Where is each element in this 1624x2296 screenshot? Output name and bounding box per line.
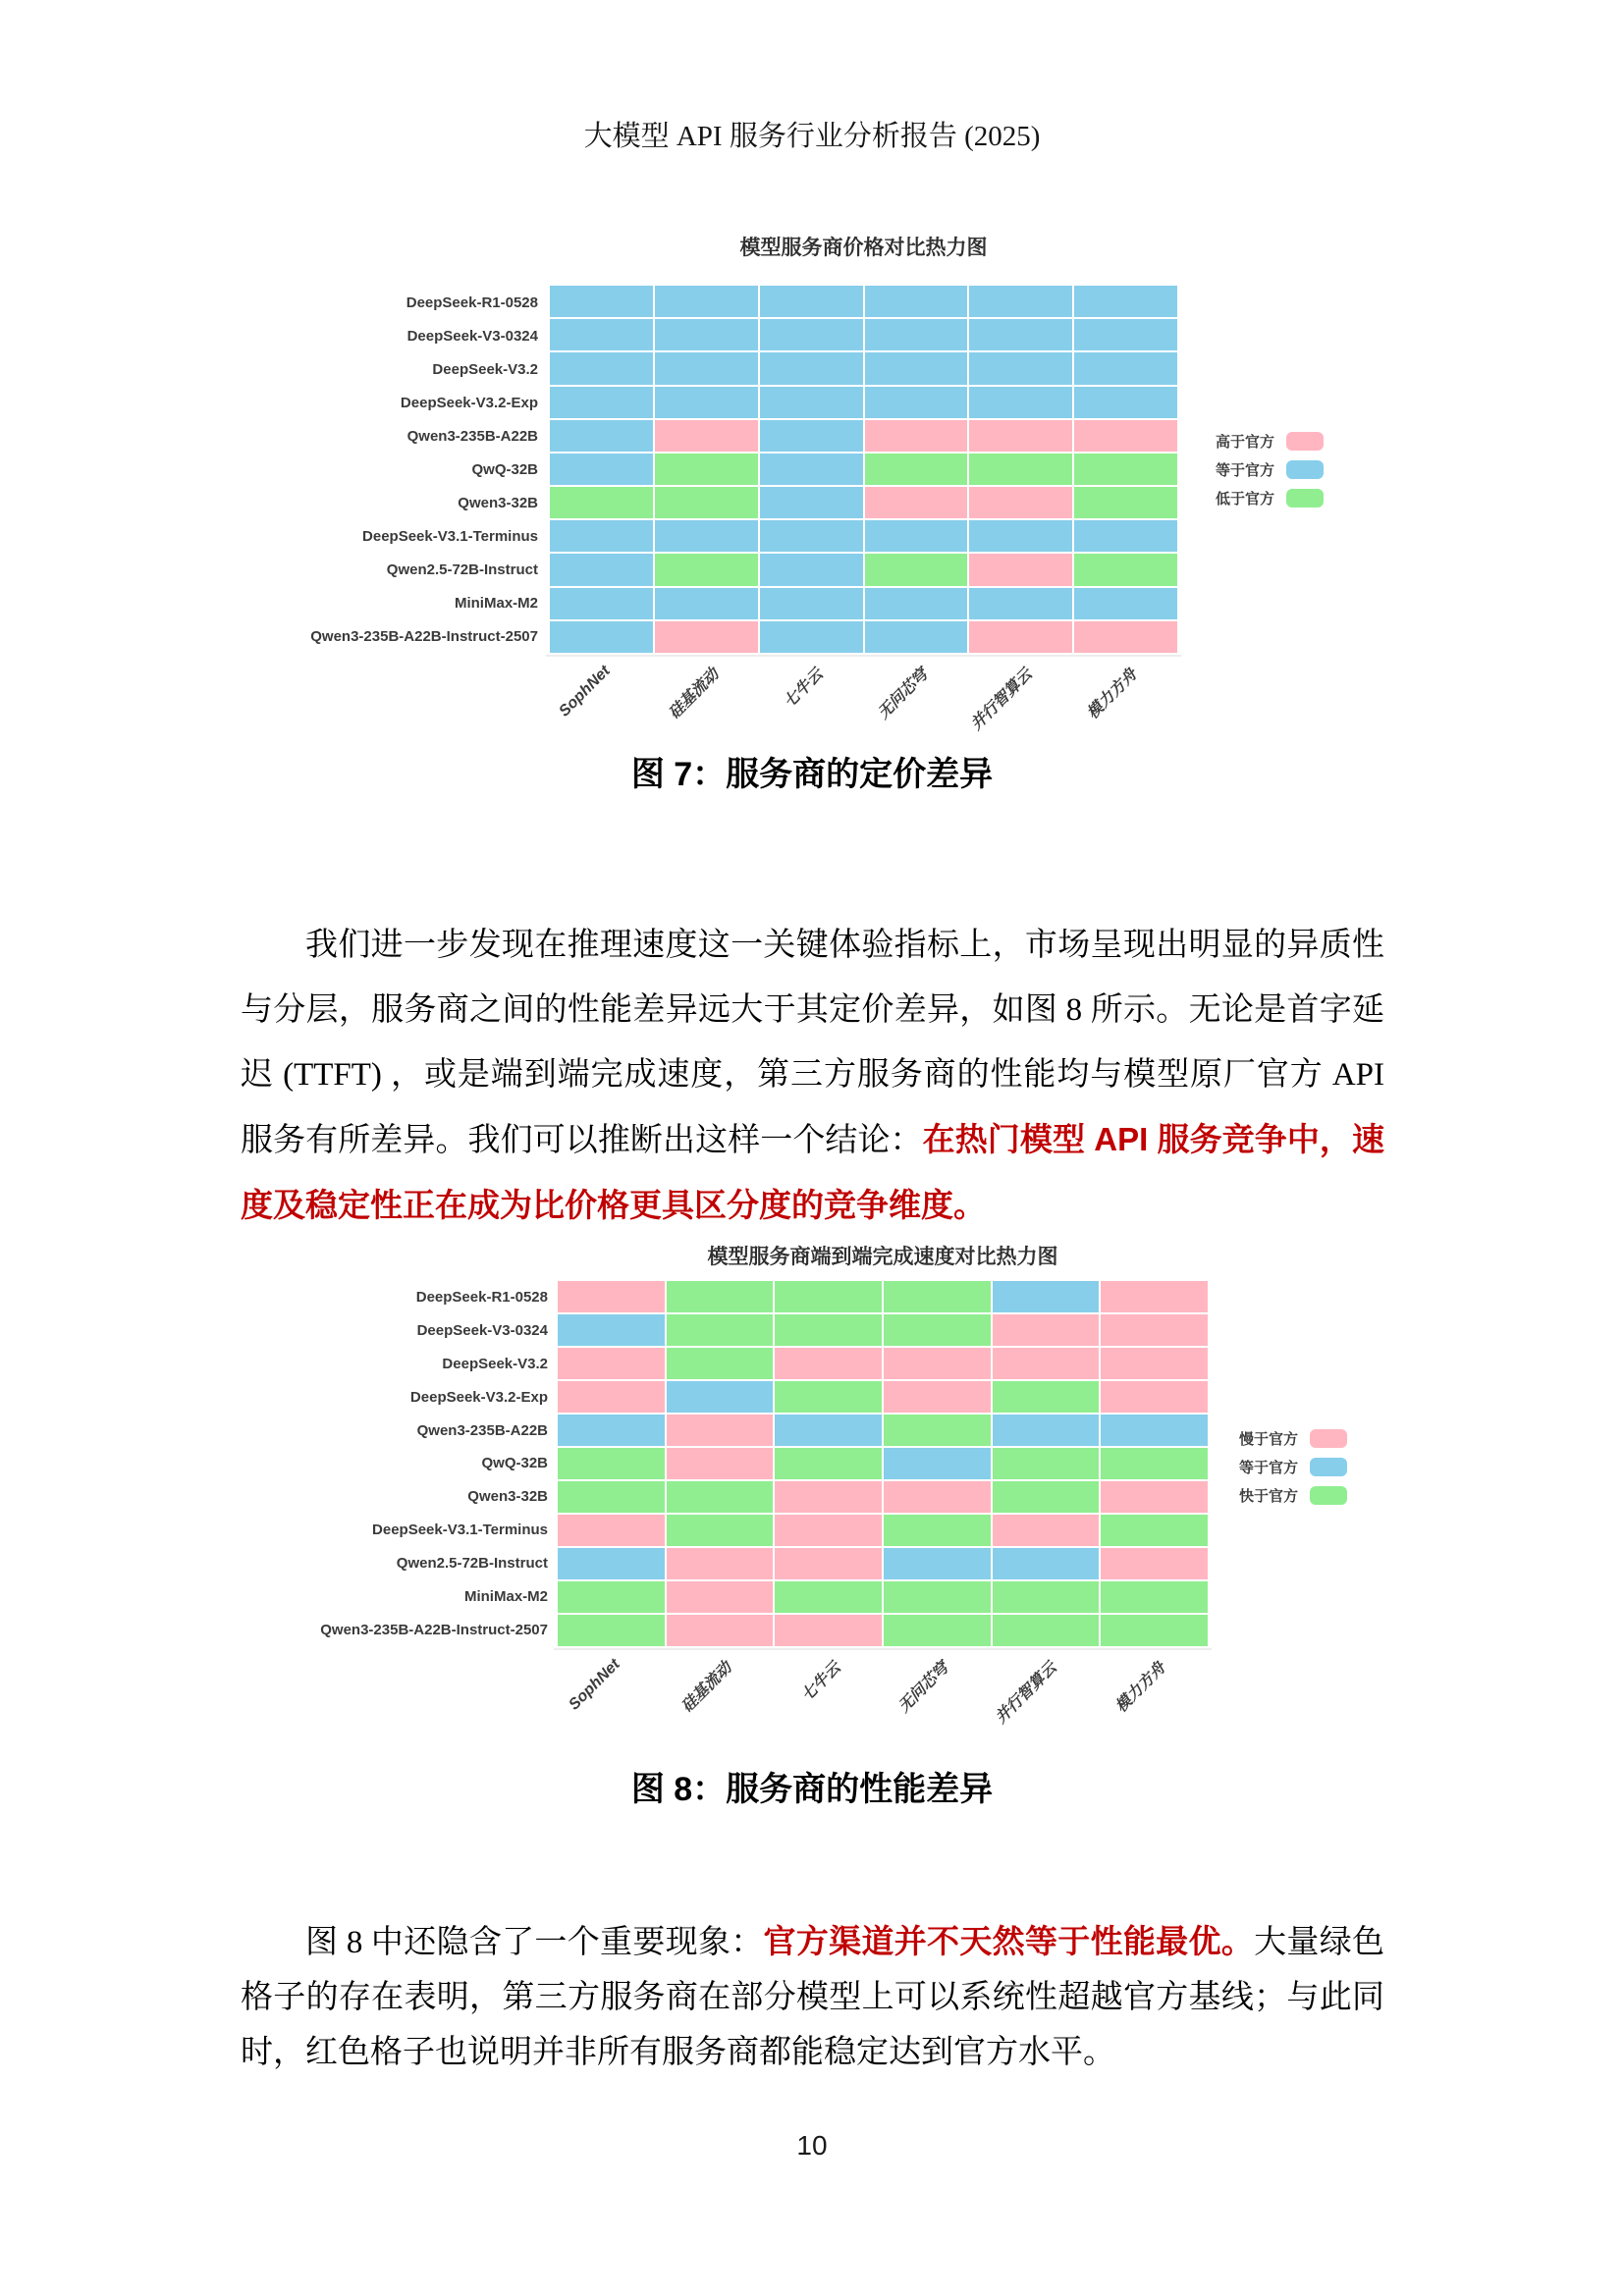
heatmap-cell [969,554,1072,585]
heatmap-col-label: 硅基流动 [678,1659,736,1716]
heatmap-cell [667,1548,774,1579]
heatmap-row-label: DeepSeek-V3.1-Terminus [372,1522,548,1539]
legend-label: 快于官方 [1239,1488,1299,1505]
heatmap-row-label: DeepSeek-V3-0324 [406,327,538,345]
heatmap-cell [550,621,653,653]
heatmap-cell [655,487,758,518]
legend-swatch [1286,460,1324,479]
heatmap-cell [655,319,758,350]
heatmap-cell [865,319,968,350]
heatmap-cell [550,319,653,350]
heatmap-cell [760,387,863,418]
heatmap-cell [884,1448,991,1479]
heatmap-cell [558,1381,665,1413]
heatmap-cell [1074,621,1177,653]
heatmap-cell [993,1381,1100,1413]
heatmap-cell [667,1448,774,1479]
heatmap-cell [884,1615,991,1646]
heatmap-cell [993,1615,1100,1646]
heatmap-cell [884,1515,991,1546]
chart-title-price: 模型服务商价格对比热力图 [739,237,988,259]
heatmap-cell [1101,1348,1208,1379]
heatmap-cell [884,1314,991,1346]
heatmap-col-label: 模力方舟 [1112,1659,1169,1716]
heatmap-cell [775,1314,882,1346]
heatmap-cell [969,487,1072,518]
heatmap-cell [667,1281,774,1312]
figure-7-caption: 图 7：服务商的定价差异 [630,756,994,793]
heatmap-cell [760,319,863,350]
heatmap-row-label: Qwen3-235B-A22B [416,1421,548,1439]
heatmap-row-label: DeepSeek-V3-0324 [416,1322,548,1340]
heatmap-cell [667,1381,774,1413]
chart-legend-speed [1239,1424,1347,1510]
heatmap-cell [1074,319,1177,350]
heatmap-cell [865,420,968,452]
heatmap-cell [775,1615,882,1646]
heatmap-cell [884,1281,991,1312]
legend-label: 高于官方 [1216,434,1275,451]
heatmap-cell [558,1581,665,1613]
heatmap-col-label: 并行智算云 [993,1659,1061,1728]
heatmap-cell [760,621,863,653]
heatmap-cell [760,588,863,619]
heatmap-cell [1101,1415,1208,1446]
heatmap-cell [993,1581,1100,1613]
legend-swatch [1310,1458,1347,1476]
heatmap-cell [550,588,653,619]
heatmap-cell [558,1448,665,1479]
paragraph-speed-finding [241,913,1384,1239]
heatmap-cell [969,520,1072,552]
heatmap-cell [865,588,968,619]
heatmap-cell [655,387,758,418]
heatmap-row-label: MiniMax-M2 [463,1587,548,1605]
heatmap-cell [667,1515,774,1546]
heatmap-cell [655,554,758,585]
heatmap-cell [969,319,1072,350]
heatmap-cell [865,520,968,552]
heatmap-row-label: Qwen3-32B [458,494,538,511]
heatmap-cell [655,621,758,653]
heatmap-cell [1074,387,1177,418]
heatmap-row-label: DeepSeek-V3.2-Exp [409,1388,548,1406]
document-header: 大模型 API 服务行业分析报告 (2025) [583,121,1041,152]
legend-swatch [1286,489,1324,507]
heatmap-row-labels [177,1281,548,1646]
heatmap-cell [667,1415,774,1446]
chart-legend-price [1216,427,1324,512]
heatmap-row-label: Qwen3-32B [467,1488,548,1506]
heatmap-cell [993,1348,1100,1379]
heatmap-grid-speed [558,1281,1208,1646]
heatmap-cell [865,454,968,485]
heatmap-cell [775,1415,882,1446]
heatmap-cell [550,454,653,485]
heatmap-cell [1074,352,1177,384]
heatmap-cell [1074,286,1177,317]
heatmap-cell [993,1481,1100,1513]
heatmap-cell [1101,1548,1208,1579]
heatmap-cell [775,1281,882,1312]
heatmap-cell [884,1415,991,1446]
legend-item [1216,484,1324,512]
heatmap-cell [667,1581,774,1613]
heatmap-cell [865,286,968,317]
heatmap-col-label: 模力方舟 [1084,666,1141,722]
heatmap-grid-price [550,286,1177,653]
heatmap-row-label: Qwen2.5-72B-Instruct [386,561,538,578]
heatmap-cell [775,1381,882,1413]
heatmap-cell [760,554,863,585]
legend-item [1216,427,1324,455]
heatmap-cell [1101,1615,1208,1646]
heatmap-col-label: 七牛云 [798,1659,844,1705]
heatmap-row-label: QwQ-32B [471,460,538,478]
heatmap-cell [558,1281,665,1312]
heatmap-cell [969,387,1072,418]
heatmap-cell [969,286,1072,317]
heatmap-row-label: Qwen3-235B-A22B-Instruct-2507 [320,1621,548,1638]
heatmap-cell [1074,588,1177,619]
heatmap-row-label: DeepSeek-R1-0528 [415,1289,548,1307]
heatmap-cell [1074,454,1177,485]
paragraph-text: 大量绿色格子的存在表明，第三方服务商在部分模型上可以系统性超越官方基线；与此同时，红色格子也说明并非所有服务商都能稳定达到官方水平。 [241,1925,1385,2070]
heatmap-cell [655,520,758,552]
heatmap-cell [760,454,863,485]
heatmap-col-label: 无问芯穹 [875,666,932,722]
highlight-official-channel: 官方渠道并不天然等于性能最优。 [763,1923,1255,1959]
heatmap-cell [1101,1481,1208,1513]
heatmap-cell [667,1481,774,1513]
heatmap-col-label: 并行智算云 [968,666,1036,734]
heatmap-cell [775,1348,882,1379]
heatmap-cell [550,286,653,317]
heatmap-row-label: DeepSeek-V3.2-Exp [400,394,538,411]
heatmap-cell [667,1314,774,1346]
heatmap-cell [993,1314,1100,1346]
heatmap-cell [550,487,653,518]
heatmap-cell [775,1548,882,1579]
heatmap-cell [558,1415,665,1446]
heatmap-cell [969,454,1072,485]
heatmap-col-label: 七牛云 [781,666,827,712]
heatmap-row-label: DeepSeek-R1-0528 [406,294,538,311]
legend-item [1216,455,1324,484]
heatmap-cell [884,1381,991,1413]
heatmap-cell [655,286,758,317]
heatmap-cell [760,286,863,317]
heatmap-cell [1101,1448,1208,1479]
heatmap-row-label: DeepSeek-V3.2 [442,1356,548,1373]
heatmap-cell [1074,487,1177,518]
heatmap-cell [969,352,1072,384]
heatmap-cell [775,1581,882,1613]
heatmap-cell [884,1548,991,1579]
legend-swatch [1310,1486,1347,1505]
heatmap-cell [655,352,758,384]
heatmap-row-label: DeepSeek-V3.2 [432,360,538,378]
heatmap-cell [558,1314,665,1346]
heatmap-cell [1101,1515,1208,1546]
heatmap-cell [969,420,1072,452]
heatmap-cell [760,520,863,552]
heatmap-row-label: DeepSeek-V3.1-Terminus [362,527,538,545]
heatmap-cell [775,1515,882,1546]
heatmap-cell [667,1615,774,1646]
legend-label: 等于官方 [1216,462,1275,479]
legend-label: 慢于官方 [1239,1431,1299,1448]
heatmap-cell [1101,1581,1208,1613]
page-number: 10 [796,2130,828,2161]
heatmap-cell [550,520,653,552]
heatmap-row-labels [177,286,538,653]
paragraph-text: 我们进一步发现在推理速度这一关键体验指标上，市场呈现出明显的异质性与分层，服务商之间的性能差异远大于其定价差异，如图 8 所示。无论是首字延迟 (TTFT) ，或是端到端完成速度，第三方服务商的性能均与模型原厂官方 API 服务有所差异。我们可以推断出这样一个结论： [241,928,1384,1158]
heatmap-cell [865,352,968,384]
heatmap-cell [558,1348,665,1379]
heatmap-cell [550,554,653,585]
heatmap-cell [550,352,653,384]
legend-swatch [1310,1429,1347,1448]
heatmap-cell [1101,1281,1208,1312]
highlight-conclusion: 在热门模型 API 服务竞争中，速度及稳定性正在成为比价格更具区分度的竞争维度。 [241,1121,1384,1223]
heatmap-cell [1074,520,1177,552]
heatmap-cell [558,1615,665,1646]
heatmap-cell [865,487,968,518]
heatmap-col-label: SophNet [566,1656,624,1714]
legend-swatch [1286,432,1324,451]
legend-item [1239,1481,1347,1510]
heatmap-cell [993,1281,1100,1312]
heatmap-cell [558,1481,665,1513]
heatmap-cell [760,352,863,384]
heatmap-cell [760,487,863,518]
figure-8-caption: 图 8：服务商的性能差异 [630,1771,994,1808]
heatmap-cell [1074,554,1177,585]
heatmap-cell [775,1481,882,1513]
heatmap-cell [760,420,863,452]
heatmap-cell [993,1548,1100,1579]
heatmap-cell [969,621,1072,653]
heatmap-cell [865,621,968,653]
heatmap-cell [558,1548,665,1579]
chart-title-speed: 模型服务商端到端完成速度对比热力图 [707,1246,1058,1268]
heatmap-cell [655,588,758,619]
heatmap-cell [865,387,968,418]
heatmap-cell [884,1581,991,1613]
heatmap-cell [884,1481,991,1513]
heatmap-row-label: Qwen3-235B-A22B-Instruct-2507 [310,627,538,645]
heatmap-col-label: 硅基流动 [666,666,723,722]
heatmap-cell [1101,1381,1208,1413]
heatmap-cell [884,1348,991,1379]
heatmap-cell [558,1515,665,1546]
heatmap-row-label: QwQ-32B [481,1455,548,1472]
legend-item [1239,1424,1347,1453]
legend-label: 低于官方 [1216,491,1275,507]
heatmap-cell [993,1515,1100,1546]
heatmap-cell [550,387,653,418]
heatmap-cell [865,554,968,585]
heatmap-cell [667,1348,774,1379]
heatmap-col-label: 无问芯穹 [895,1659,952,1716]
heatmap-row-label: MiniMax-M2 [454,594,538,612]
heatmap-row-label: Qwen3-235B-A22B [406,427,538,445]
heatmap-cell [1074,420,1177,452]
paragraph-figure8-insight [241,1914,1384,2080]
legend-item [1239,1453,1347,1481]
heatmap-cell [1101,1314,1208,1346]
heatmap-cell [655,420,758,452]
paragraph-text: 图 8 中还隐含了一个重要现象： [305,1925,764,1960]
heatmap-cell [775,1448,882,1479]
heatmap-cell [993,1448,1100,1479]
legend-label: 等于官方 [1239,1460,1299,1476]
heatmap-col-label: SophNet [556,663,615,721]
heatmap-row-label: Qwen2.5-72B-Instruct [396,1554,548,1572]
heatmap-cell [969,588,1072,619]
heatmap-cell [655,454,758,485]
heatmap-cell [993,1415,1100,1446]
heatmap-cell [550,420,653,452]
